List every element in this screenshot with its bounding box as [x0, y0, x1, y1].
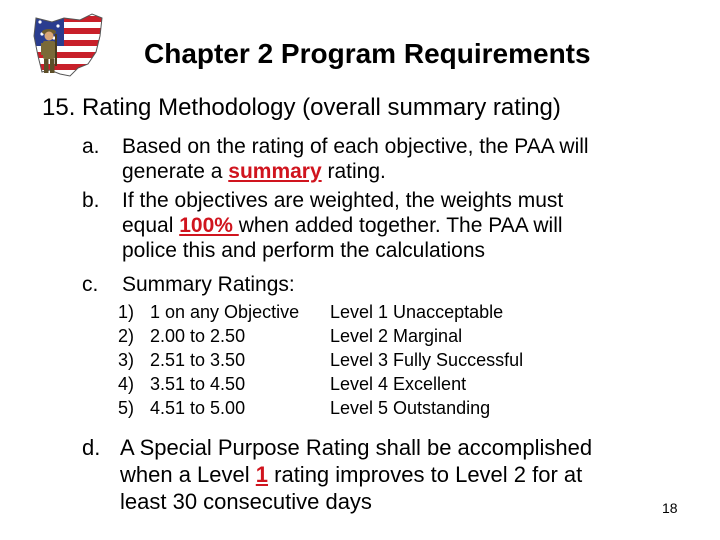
text-line: Based on the rating of each objective, the PAA will: [122, 135, 589, 158]
rating-level: Level 5 Outstanding: [330, 398, 491, 418]
rating-range: 2.00 to 2.50: [150, 326, 246, 346]
rating-number: 3): [118, 350, 135, 370]
list-item-text: [122, 272, 295, 297]
text-line: police this and perform the calculations: [122, 239, 486, 262]
slide-title: Chapter 2 Program Requirements: [144, 38, 591, 69]
rating-range: 3.51 to 4.50: [150, 374, 246, 394]
rating-level: Level 4 Excellent: [330, 374, 467, 394]
rating-number: 2): [118, 326, 135, 346]
text-span: rating improves to Level 2 for at: [268, 462, 583, 487]
rating-level: Level 2 Marginal: [330, 326, 463, 346]
text-line: If the objectives are weighted, the weights must: [122, 189, 564, 212]
text-span: when added together. The PAA will: [238, 214, 563, 237]
rating-level: Level 1 Unacceptable: [330, 302, 504, 322]
list-marker: c.: [82, 273, 99, 296]
text-span: when a Level: [120, 462, 256, 487]
list-marker: d.: [82, 435, 101, 460]
section-heading: 15. Rating Methodology (overall summary rating): [42, 94, 561, 121]
text-span: equal: [122, 214, 180, 237]
rating-number: 4): [118, 374, 135, 394]
text-line: A Special Purpose Rating shall be accomplished: [120, 435, 593, 460]
rating-range: 2.51 to 3.50: [150, 350, 246, 370]
highlight-summary: summary: [228, 160, 322, 183]
text-span: rating.: [321, 160, 386, 183]
text-line: Summary Ratings:: [122, 273, 295, 296]
rating-level: Level 3 Fully Successful: [330, 350, 524, 370]
rating-number: 5): [118, 398, 135, 418]
text-line: least 30 consecutive days: [120, 489, 372, 514]
list-item-text: [122, 188, 563, 263]
text-line: [122, 213, 563, 238]
list-item-text: [120, 434, 592, 515]
list-marker: a.: [82, 135, 100, 158]
ohio-flag-soldier-icon: [30, 12, 106, 80]
page-number: 18: [662, 500, 678, 516]
highlight-level-1: 1: [255, 462, 269, 487]
list-marker: b.: [82, 189, 100, 212]
rating-range: 1 on any Objective: [150, 302, 300, 322]
rating-range: 4.51 to 5.00: [150, 398, 246, 418]
text-span: generate a: [122, 160, 229, 183]
rating-number: 1): [118, 302, 135, 322]
list-item-text: [122, 134, 589, 184]
highlight-100-percent: 100%: [179, 214, 239, 237]
text-line: [120, 461, 592, 488]
text-line: [122, 159, 589, 184]
